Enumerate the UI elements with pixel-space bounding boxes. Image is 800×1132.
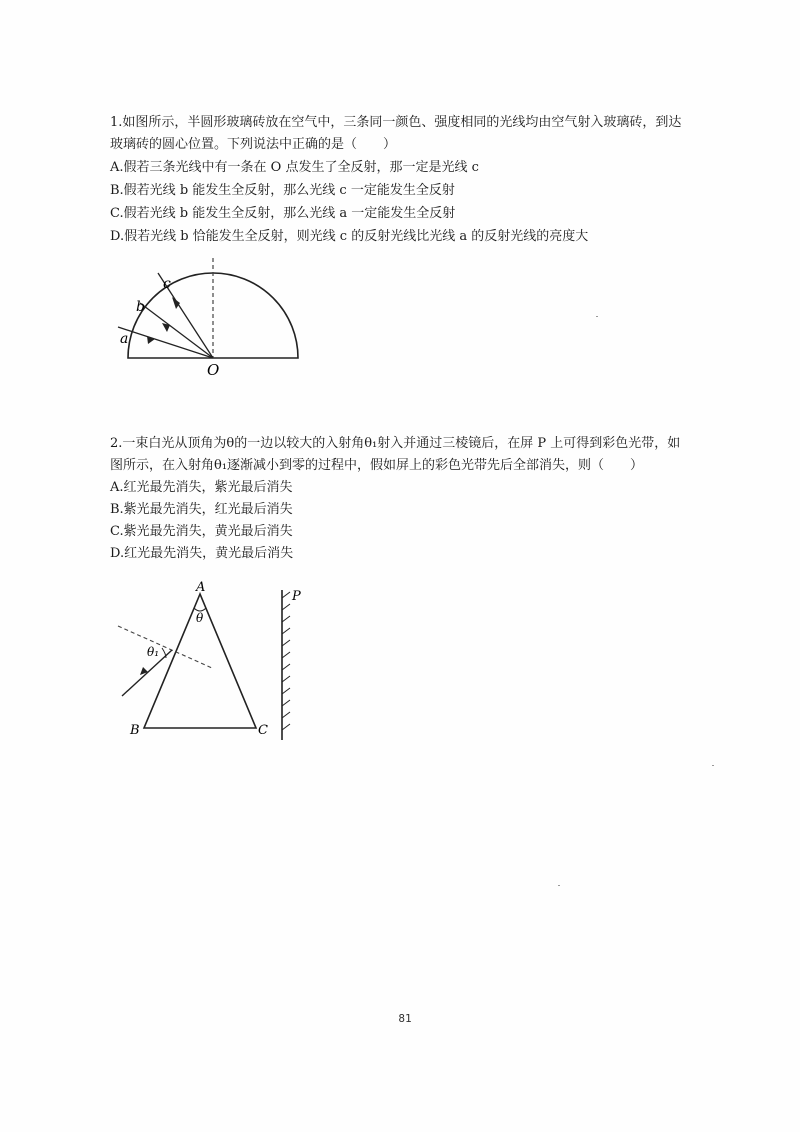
label-O: O bbox=[207, 361, 220, 379]
label-theta: θ bbox=[196, 611, 204, 625]
q2-option-d: D.红光最先消失，黄光最后消失 bbox=[110, 546, 294, 561]
q1-option-b: B.假若光线 b 能发生全反射，那么光线 c 一定能发生全反射 bbox=[110, 183, 455, 198]
label-A: A bbox=[196, 580, 206, 595]
label-a: a bbox=[120, 331, 129, 347]
scan-speck bbox=[712, 765, 714, 766]
scan-speck bbox=[558, 885, 560, 886]
q1-figure bbox=[110, 255, 310, 380]
ray-b bbox=[140, 303, 213, 358]
label-b: b bbox=[136, 299, 145, 315]
normal-dashed-line bbox=[118, 626, 212, 668]
q1-stem-line2: 玻璃砖的圆心位置。下列说法中正确的是（ ） bbox=[110, 137, 397, 152]
ray-c-arrow bbox=[172, 297, 180, 309]
q1-stem-line1: 1.如图所示，半圆形玻璃砖放在空气中，三条同一颜色、强度相同的光线均由空气射入玻璃砖，到达 bbox=[110, 115, 682, 130]
q2-figure bbox=[110, 578, 320, 748]
q2-option-c: C.紫光最先消失，黄光最后消失 bbox=[110, 524, 293, 539]
q1-option-c: C.假若光线 b 能发生全反射，那么光线 a 一定能发生全反射 bbox=[110, 206, 456, 221]
label-C: C bbox=[258, 723, 268, 738]
q2-option-a: A.红光最先消失，紫光最后消失 bbox=[110, 480, 293, 495]
label-P: P bbox=[292, 589, 301, 604]
label-B: B bbox=[130, 723, 140, 738]
q1-option-d: D.假若光线 b 恰能发生全反射，则光线 c 的反射光线比光线 a 的反射光线的亮度大 bbox=[110, 229, 589, 244]
screen-hatching bbox=[282, 592, 290, 730]
label-theta1: θ₁ bbox=[147, 645, 160, 659]
q2-option-b: B.紫光最先消失，红光最后消失 bbox=[110, 502, 293, 517]
q1-option-a: A.假若三条光线中有一条在 O 点发生了全反射，那一定是光线 c bbox=[110, 160, 479, 175]
q2-stem-line2: 图所示，在入射角θ₁逐渐减小到零的过程中，假如屏上的彩色光带先后全部消失，则（ ） bbox=[110, 458, 644, 473]
ray-a bbox=[118, 327, 213, 358]
label-c: c bbox=[163, 276, 171, 292]
page-number: 81 bbox=[398, 1012, 412, 1025]
q2-stem-line1: 2.一束白光从顶角为θ的一边以较大的入射角θ₁射入并通过三棱镜后，在屏 P 上可得到彩色光带，如 bbox=[110, 436, 681, 451]
scan-speck bbox=[596, 316, 598, 317]
